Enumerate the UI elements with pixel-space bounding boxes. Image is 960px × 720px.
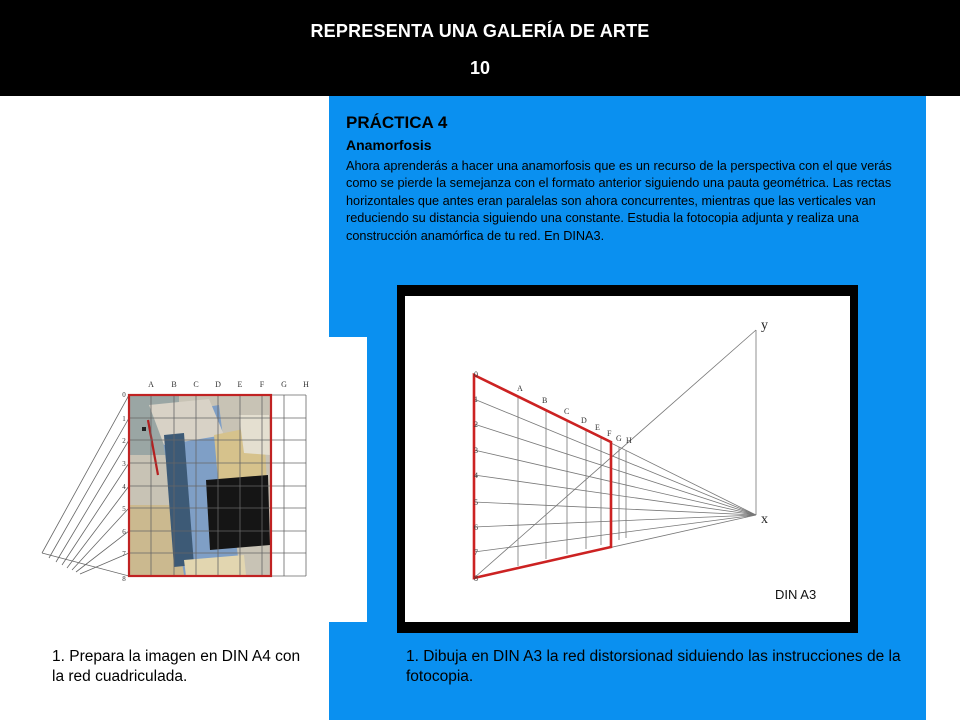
row-number: 2 [122, 437, 126, 445]
row-number: 2 [474, 420, 478, 429]
slide-number: 10 [469, 58, 491, 78]
row-number: 7 [122, 550, 126, 558]
grid-artwork-figure [34, 375, 324, 595]
col-letter: H [303, 380, 309, 389]
col-letter: B [542, 396, 548, 405]
col-letter: C [564, 407, 570, 416]
panel-notch [329, 337, 367, 622]
row-number: 3 [122, 460, 126, 468]
row-number: 4 [122, 483, 126, 491]
slide-title: REPRESENTA UNA GALERÍA DE ARTE [310, 21, 650, 41]
right-caption: 1. Dibuja en DIN A3 la red distorsionad siduiendo las instrucciones de la fotocopia. [406, 648, 901, 685]
figure-paper [405, 296, 850, 622]
row-number: 7 [474, 548, 478, 557]
row-number: 8 [474, 574, 478, 583]
col-letter: G [616, 434, 622, 443]
axis-y-label: y [761, 318, 768, 333]
row-number: 8 [122, 575, 126, 583]
row-number: 0 [474, 370, 478, 379]
anamorphosis-figure-frame [397, 285, 858, 633]
artwork-collage [129, 395, 271, 576]
row-number: 1 [474, 395, 478, 404]
practice-description: Ahora aprenderás a hacer una anamorfosis que es un recurso de la perspectiva con el que verás como se pierde la semejanza con el formato anterior siguiendo una pauta geométrica. Las rectas horizontales que antes eran paralelas son ahora concurrentes, mientras que las verticales van reduciendo su distancia siguiendo una constante. Estudia la fotocopia adjunta y realiza una construcción anamórfica de tu red. En DINA3. [346, 159, 892, 243]
axis-x-label: x [761, 512, 768, 527]
col-letter: D [215, 380, 221, 389]
practice-title: PRÁCTICA 4 [346, 113, 448, 132]
row-number: 5 [122, 505, 126, 513]
left-caption: 1. Prepara la imagen en DIN A4 con la red cuadriculada. [52, 648, 301, 685]
col-letter: E [595, 423, 600, 432]
col-letter: G [281, 380, 287, 389]
row-number: 4 [474, 471, 478, 480]
col-letter: C [193, 380, 199, 389]
col-letter: F [259, 380, 265, 389]
header-bar [0, 0, 960, 96]
col-letter: H [626, 436, 632, 445]
row-number: 0 [122, 391, 126, 399]
practice-subtitle: Anamorfosis [346, 137, 432, 153]
col-letter: D [581, 416, 587, 425]
col-letter: A [517, 384, 523, 393]
row-number: 6 [122, 528, 126, 536]
col-letter: B [171, 380, 177, 389]
row-number: 6 [474, 523, 478, 532]
col-letter: A [148, 380, 154, 389]
row-number: 1 [122, 415, 126, 423]
col-letter: E [237, 380, 243, 389]
row-number: 3 [474, 446, 478, 455]
row-number: 5 [474, 498, 478, 507]
col-letter: F [607, 429, 612, 438]
format-label: DIN A3 [775, 587, 817, 602]
